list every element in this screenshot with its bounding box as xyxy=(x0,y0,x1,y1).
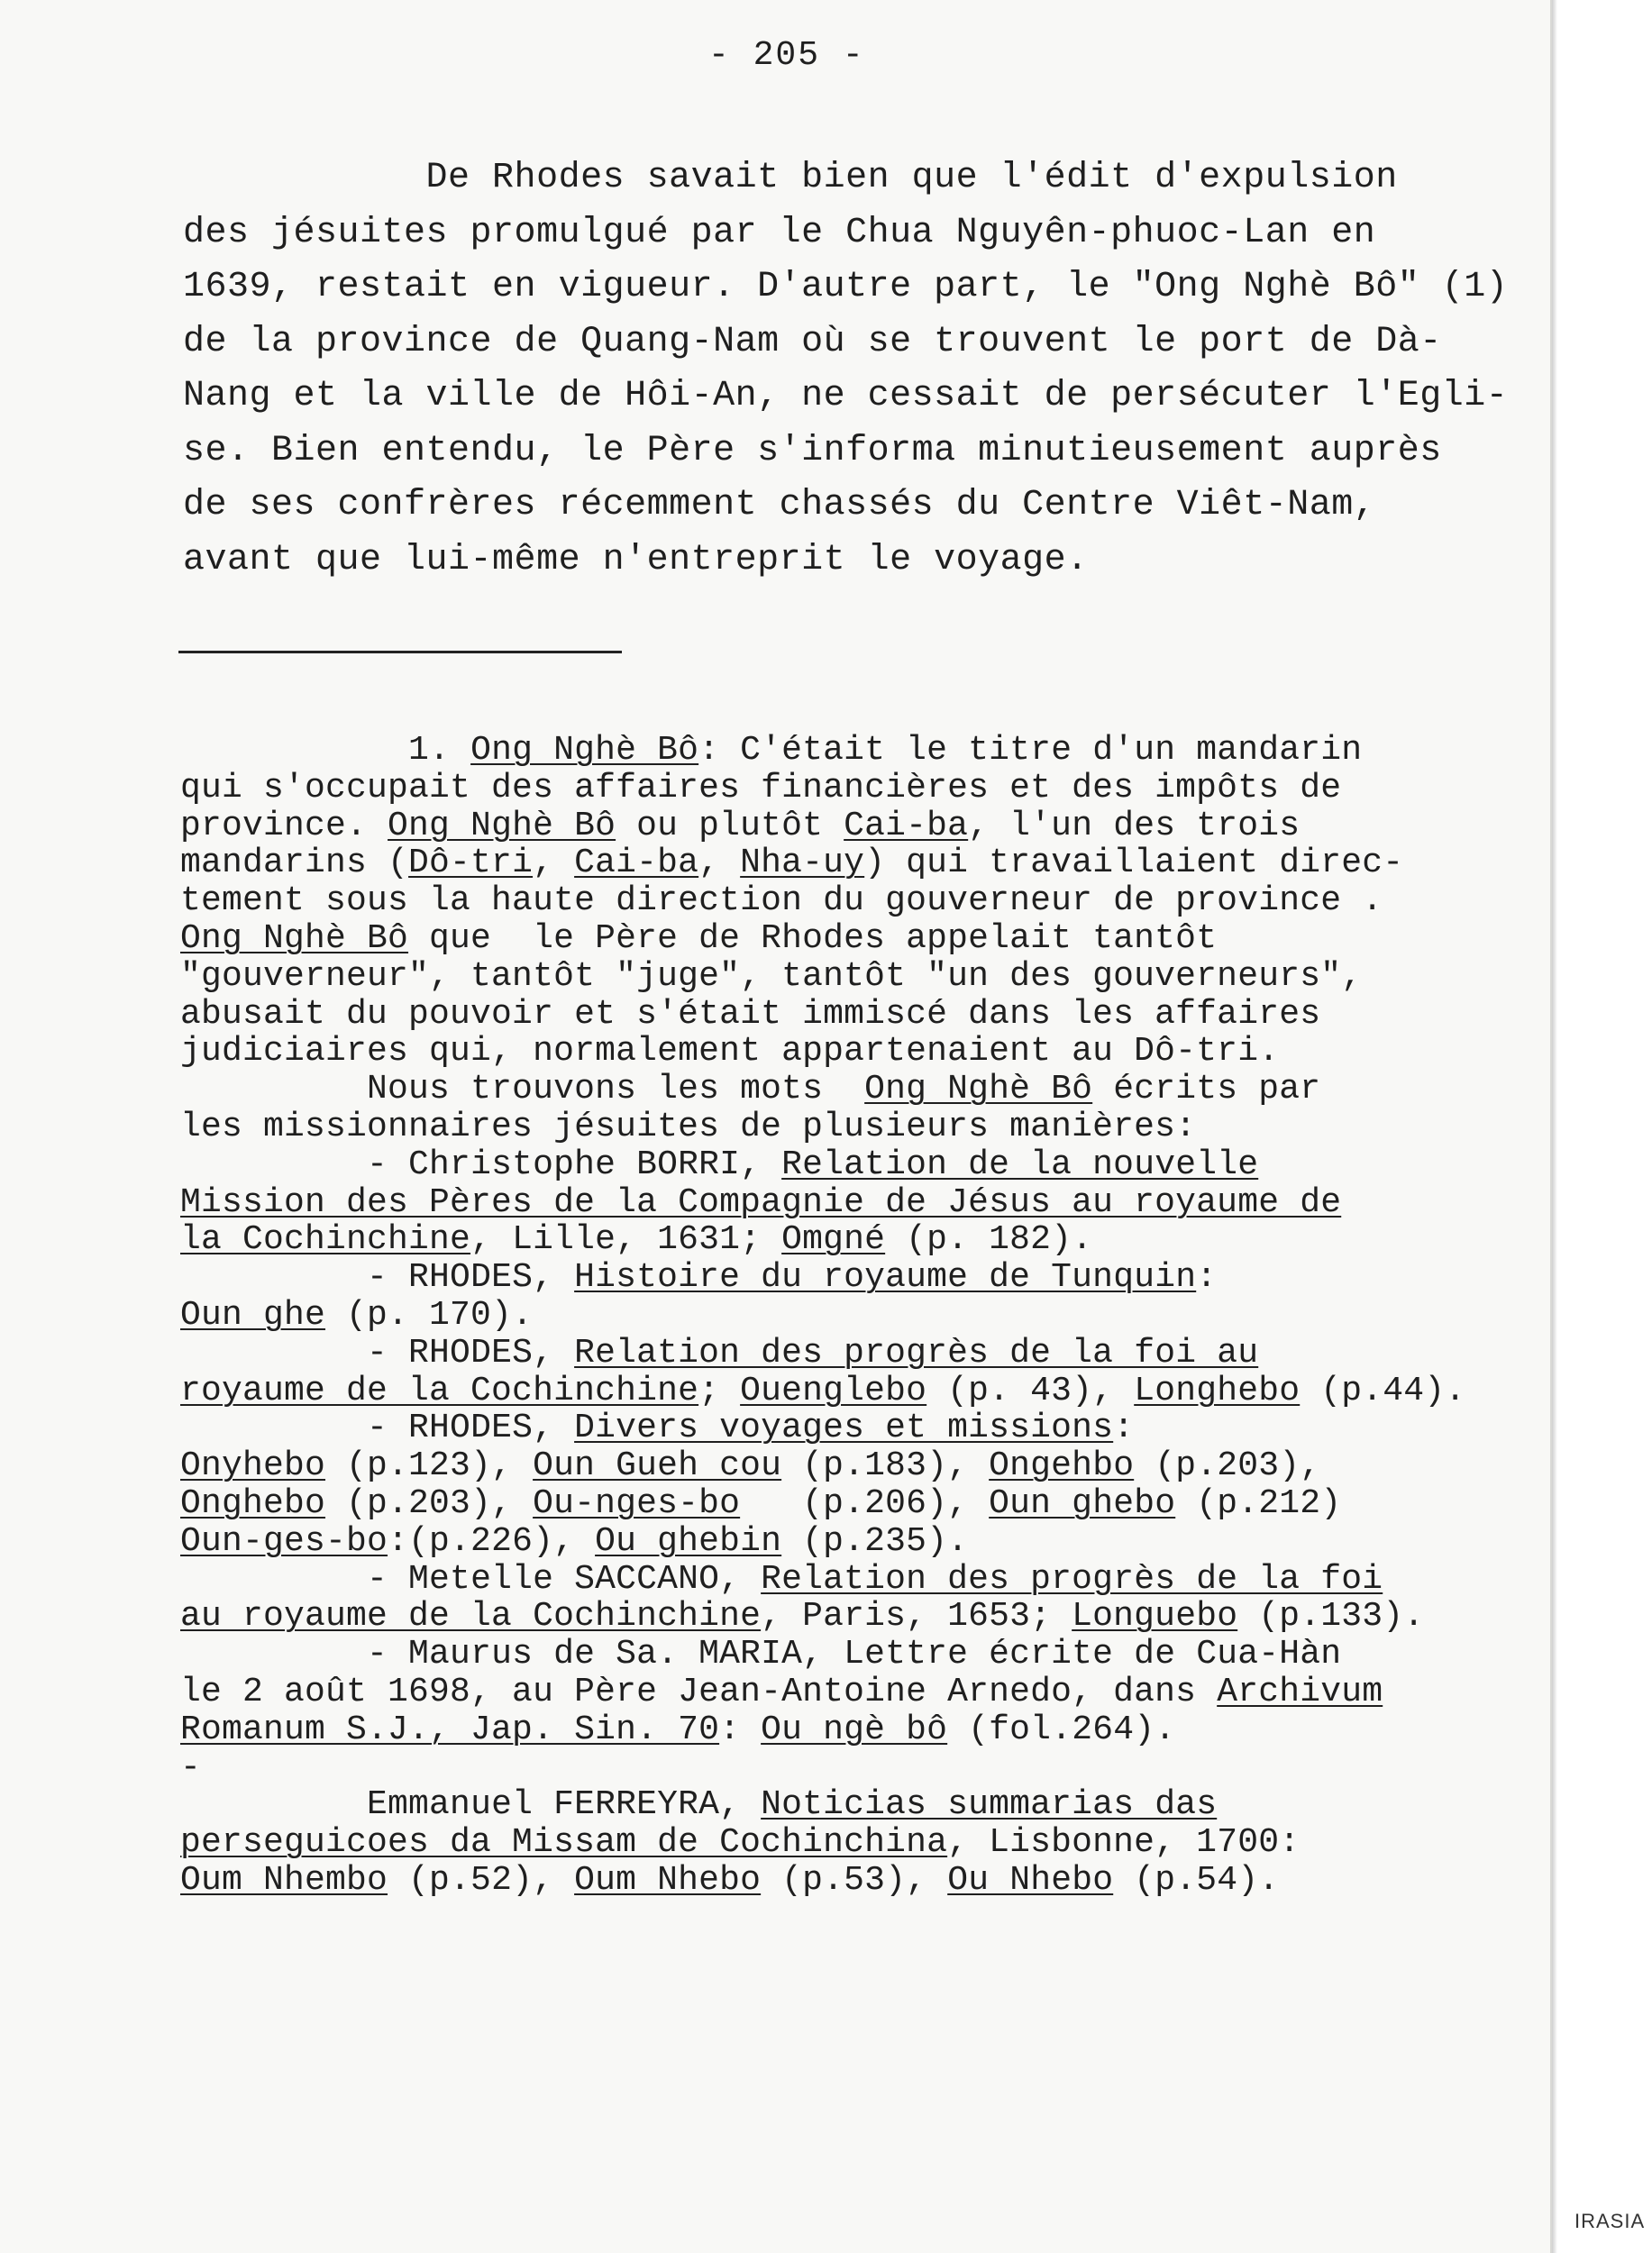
footnote-line: tement sous la haute direction du gouverneur de province . xyxy=(180,881,1383,921)
footnote-line: qui s'occupait des affaires financières et des impôts de xyxy=(180,768,1342,807)
reference-line xyxy=(180,1221,1541,1259)
ref-title: Noticias summarias das xyxy=(761,1785,1218,1825)
footnote-text: , l'un des trois xyxy=(968,806,1301,845)
ref-text: - xyxy=(180,1747,202,1787)
ref-author: - RHODES, xyxy=(367,1409,575,1448)
ref-page: :(p.226), xyxy=(388,1521,596,1561)
ref-title: royaume de la Cochinchine xyxy=(180,1371,699,1410)
ref-page: (p. 43), xyxy=(926,1371,1135,1410)
ref-author: - RHODES, xyxy=(367,1258,575,1298)
ref-text: , Paris, 1653; xyxy=(761,1597,1072,1637)
footnote-term: Nha-uy xyxy=(740,844,865,883)
reference-line xyxy=(180,1674,1541,1711)
reference-line xyxy=(180,1373,1541,1410)
ref-page: (p.54). xyxy=(1113,1860,1280,1900)
ref-text: le 2 août 1698, au Père Jean-Antoine Arnedo, dans xyxy=(180,1672,1218,1711)
footnote-text: que le Père de Rhodes appelait tantôt xyxy=(408,918,1218,958)
footnote-text: mandarins ( xyxy=(180,844,409,883)
reference-line xyxy=(180,1561,1541,1599)
ref-text: - Maurus de Sa. MARIA, Lettre écrite de Cua-Hàn xyxy=(367,1635,1342,1674)
ref-page: (p.206), xyxy=(740,1483,990,1523)
footnote-separator xyxy=(178,651,622,653)
main-line: de la province de Quang-Nam où se trouvent le port de Dà- xyxy=(183,321,1442,362)
ref-title: la Cochinchine xyxy=(180,1220,471,1260)
ref-page: (p.212) xyxy=(1175,1483,1342,1523)
footnote-line: "gouverneur", tantôt "juge", tantôt "un des gouverneurs", xyxy=(180,956,1363,996)
ref-page: (p. 170). xyxy=(325,1295,534,1335)
ref-form: Ou ngè bô xyxy=(761,1710,948,1749)
ref-author: - RHODES, xyxy=(367,1333,575,1373)
reference-line xyxy=(180,1409,1541,1447)
ref-form: Oum Nhembo xyxy=(180,1860,388,1900)
ref-title: Relation de la nouvelle xyxy=(781,1145,1259,1184)
footnote-text: , xyxy=(698,844,741,883)
footnote-block xyxy=(180,732,1541,1900)
footnote-text: écrits par xyxy=(1092,1070,1321,1109)
main-line: avant que lui-même n'entreprit le voyage. xyxy=(183,539,1089,580)
ref-page: (p.52), xyxy=(388,1860,575,1900)
reference-line xyxy=(180,1146,1541,1184)
main-line: des jésuites promulgué par le Chua Nguyên-phuoc-Lan en xyxy=(183,212,1376,253)
ref-form: Longhebo xyxy=(1134,1371,1301,1410)
footnote-line: les missionnaires jésuites de plusieurs manières: xyxy=(180,1107,1197,1146)
ref-page: (p.235). xyxy=(781,1521,969,1561)
ref-page: (p.53), xyxy=(761,1860,948,1900)
page-edge-shadow xyxy=(1552,0,1557,2253)
footnote-text: province. xyxy=(180,806,388,845)
footnote-term: Ong Nghè Bô xyxy=(470,731,699,770)
reference-line xyxy=(180,1523,1541,1561)
ref-page: (p.203), xyxy=(325,1483,534,1523)
page-number: - 205 - xyxy=(708,36,865,75)
ref-form: Ou Nhebo xyxy=(947,1860,1114,1900)
footnote-line xyxy=(180,920,1541,958)
ref-text: , Lisbonne, 1700: xyxy=(947,1823,1301,1863)
ref-form: Onyhebo xyxy=(180,1446,326,1486)
ref-page: (p.203), xyxy=(1134,1446,1321,1486)
main-line: 1639, restait en vigueur. D'autre part, le "Ong Nghè Bô" (1) xyxy=(183,267,1509,307)
ref-text: ; xyxy=(698,1371,741,1410)
footnote-line xyxy=(180,807,1541,845)
ref-author: - Christophe BORRI, xyxy=(367,1145,782,1184)
reference-line xyxy=(180,1749,1541,1787)
ref-title: au royaume de la Cochinchine xyxy=(180,1597,762,1637)
ref-page: (p.44). xyxy=(1300,1371,1466,1410)
footnote-line xyxy=(180,1071,1541,1108)
ref-form: Onghebo xyxy=(180,1483,326,1523)
ref-page: (p.123), xyxy=(325,1446,534,1486)
footnote-text: : C'était le titre d'un mandarin xyxy=(698,731,1363,770)
ref-title: Romanum S.J., Jap. Sin. 70 xyxy=(180,1710,720,1749)
reference-line: Mission des Pères de la Compagnie de Jésus au royaume de xyxy=(180,1182,1342,1222)
ref-form: Oun ghebo xyxy=(989,1483,1176,1523)
footnote-line: abusait du pouvoir et s'était immiscé dans les affaires xyxy=(180,994,1321,1034)
ref-form: Omgné xyxy=(781,1220,886,1260)
main-line: Nang et la ville de Hôi-An, ne cessait de persécuter l'Egli- xyxy=(183,376,1509,416)
ref-page: (p.183), xyxy=(781,1446,990,1486)
reference-line xyxy=(180,1297,1541,1335)
footnote-text: , xyxy=(533,844,575,883)
ref-form: Ouenglebo xyxy=(740,1371,927,1410)
ref-title: Archivum xyxy=(1217,1672,1383,1711)
reference-line xyxy=(180,1862,1541,1900)
footnote-term: Ong Nghè Bô xyxy=(388,806,616,845)
ref-form: Oun-ges-bo xyxy=(180,1521,388,1561)
reference-line xyxy=(180,1636,1541,1674)
reference-line xyxy=(180,1259,1541,1297)
ref-title: Relation des progrès de la foi xyxy=(761,1559,1383,1599)
reference-line xyxy=(180,1786,1541,1824)
main-line: se. Bien entendu, le Père s'informa minutieusement auprès xyxy=(183,430,1442,471)
footnote-text: ou plutôt xyxy=(616,806,844,845)
reference-line xyxy=(180,1824,1541,1862)
ref-form: Oum Nhebo xyxy=(574,1860,762,1900)
footnote-term: Ong Nghè Bô xyxy=(180,918,409,958)
ref-form: Oun ghe xyxy=(180,1295,326,1335)
footnote-term: Cai-ba xyxy=(574,844,699,883)
ref-text: : xyxy=(1113,1409,1135,1448)
ref-text: , Lille, 1631; xyxy=(470,1220,782,1260)
ref-page: (p.133). xyxy=(1237,1597,1425,1637)
footnote-text: Nous trouvons les mots xyxy=(367,1070,865,1109)
ref-title: Relation des progrès de la foi au xyxy=(574,1333,1259,1373)
reference-line xyxy=(180,1335,1541,1373)
ref-author: - Metelle SACCANO, xyxy=(367,1559,762,1599)
ref-page: (fol.264). xyxy=(947,1710,1176,1749)
source-watermark: IRASIA xyxy=(1574,2210,1646,2232)
main-line: de ses confrères récemment chassés du Centre Viêt-Nam, xyxy=(183,485,1376,525)
reference-line xyxy=(180,1447,1541,1485)
ref-author: Emmanuel FERREYRA, xyxy=(367,1785,762,1825)
footnote-line xyxy=(180,844,1541,882)
ref-form: Ou ghebin xyxy=(595,1521,782,1561)
footnote-number: 1. xyxy=(408,731,451,770)
ref-title: Histoire du royaume de Tunquin xyxy=(574,1258,1197,1298)
ref-title: perseguicoes da Missam de Cochinchina xyxy=(180,1823,948,1863)
reference-line xyxy=(180,1485,1541,1523)
footnote-term: Dô-tri xyxy=(408,844,534,883)
ref-form: Ongehbo xyxy=(989,1446,1135,1486)
ref-text: : xyxy=(1196,1258,1218,1298)
ref-form: Longuebo xyxy=(1072,1597,1238,1637)
ref-form: Ou-nges-bo xyxy=(533,1483,741,1523)
footnote-term: Ong Nghè Bô xyxy=(864,1070,1093,1109)
ref-title: Divers voyages et missions xyxy=(574,1409,1114,1448)
footnote-line: judiciaires qui, normalement appartenaient au Dô-tri. xyxy=(180,1032,1280,1072)
footnote-term: Cai-ba xyxy=(844,806,969,845)
footnote-line xyxy=(180,732,1541,770)
ref-form: Oun Gueh cou xyxy=(533,1446,782,1486)
footnote-text: ) qui travaillaient direc- xyxy=(864,844,1404,883)
reference-line xyxy=(180,1711,1541,1749)
main-line: De Rhodes savait bien que l'édit d'expulsion xyxy=(183,158,1398,198)
reference-line xyxy=(180,1598,1541,1636)
ref-page: (p. 182). xyxy=(885,1220,1093,1260)
ref-text: : xyxy=(719,1710,762,1749)
main-paragraph xyxy=(183,151,1526,588)
